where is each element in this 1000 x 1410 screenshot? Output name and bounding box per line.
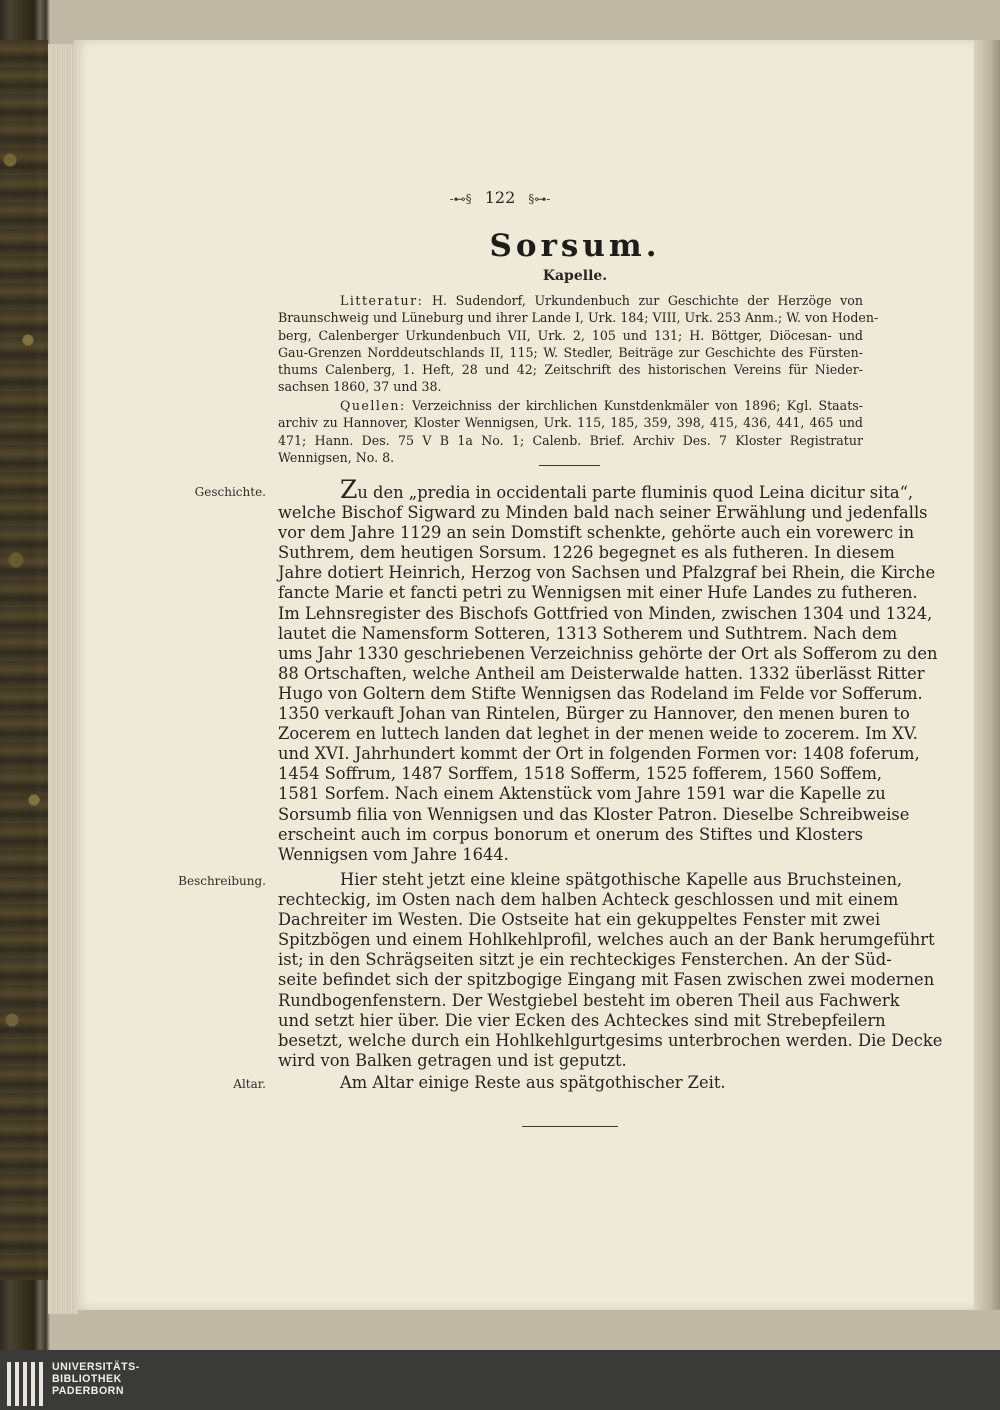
margin-label-beschreibung: Beschreibung. bbox=[178, 874, 266, 888]
literatur-line: berg, Calenberger Urkundenbuch VII, Urk. 2, 105 und 131; H. Böttger, Diöcesan- und bbox=[278, 327, 863, 343]
literatur-line: Litteratur: H. Sudendorf, Urkundenbuch zur Geschichte der Herzöge von bbox=[340, 293, 863, 308]
quellen-paragraph bbox=[278, 397, 863, 466]
geschichte-line: lautet die Namensform Sotteren, 1313 Sotherem und Suthtrem. Nach dem bbox=[278, 623, 898, 643]
altar-paragraph bbox=[278, 1073, 863, 1093]
geschichte-line: Im Lehnsregister des Bischofs Gottfried von Minden, zwischen 1304 und 1324, bbox=[278, 603, 933, 623]
quellen-lead: Quellen: bbox=[340, 398, 406, 413]
margin-label-geschichte: Geschichte. bbox=[194, 485, 266, 499]
library-line-1: UNIVERSITÄTS- bbox=[52, 1361, 140, 1373]
geschichte-line: erscheint auch im corpus bonorum et onerum des Stiftes und Klosters bbox=[278, 824, 863, 844]
altar-line: Am Altar einige Reste aus spätgothischer Zeit. bbox=[340, 1073, 726, 1092]
geschichte-paragraph bbox=[278, 475, 938, 865]
quellen-line: Wennigsen, No. 8. bbox=[278, 449, 395, 465]
geschichte-line: 1350 verkauft Johan van Rintelen, Bürger zu Hannover, den menen buren to bbox=[278, 704, 910, 724]
beschreibung-line: ist; in den Schrägseiten sitzt je ein rechteckiges Fensterchen. An der Süd- bbox=[278, 950, 892, 970]
ornament-right: §⊶- bbox=[528, 192, 551, 206]
beschreibung-line: wird von Balken getragen und ist geputzt. bbox=[278, 1050, 627, 1070]
literatur-line: Gau-Grenzen Norddeutschlands II, 115; W. Stedler, Beiträge zur Geschichte des Fürsten- bbox=[278, 344, 863, 360]
ornament-left: -⊷§ bbox=[449, 192, 472, 206]
page-number bbox=[430, 188, 570, 207]
library-logo-text bbox=[52, 1361, 192, 1397]
geschichte-line: Zu den „predia in occidentali parte fluminis quod Leina dicitur sita“, bbox=[340, 475, 914, 504]
beschreibung-paragraph bbox=[278, 870, 943, 1071]
literatur-line: thums Calenberg, 1. Heft, 28 und 42; Zeitschrift des historischen Vereins für Nieder- bbox=[278, 362, 863, 378]
geschichte-line: vor dem Jahre 1129 an sein Domstift schenkte, gehörte auch ein vorewerc in bbox=[278, 523, 915, 543]
beschreibung-line: und setzt hier über. Die vier Ecken des Achteckes sind mit Strebepfeilern bbox=[278, 1010, 886, 1030]
geschichte-line: ums Jahr 1330 geschriebenen Verzeichniss gehörte der Ort als Sofferom zu den bbox=[278, 643, 938, 663]
library-line-3: PADERBORN bbox=[52, 1385, 124, 1397]
page-number-value: 122 bbox=[484, 188, 516, 207]
section-divider bbox=[539, 465, 600, 466]
beschreibung-line: seite befindet sich der spitzbogige Eingang mit Fasen zwischen zwei modernen bbox=[278, 970, 935, 990]
geschichte-line: 1454 Soffrum, 1487 Sorffem, 1518 Sofferm, 1525 fofferem, 1560 Soffem, bbox=[278, 764, 883, 784]
page-subtitle: Kapelle. bbox=[542, 268, 608, 284]
literatur-paragraph bbox=[278, 292, 879, 396]
marbled-cover-edge bbox=[0, 40, 48, 1280]
geschichte-line: 88 Ortschaften, welche Antheil am Deisterwalde hatten. 1332 überlässt Ritter bbox=[278, 663, 925, 683]
literatur-lead: Litteratur: bbox=[340, 293, 424, 308]
geschichte-line: Sorsumb filia von Wennigsen und das Kloster Patron. Dieselbe Schreibweise bbox=[278, 804, 910, 824]
dropcap: Z bbox=[340, 475, 358, 504]
page-title: Sorsum. bbox=[489, 228, 661, 264]
margin-label-altar: Altar. bbox=[233, 1077, 266, 1091]
geschichte-line: und XVI. Jahrhundert kommt der Ort in folgenden Formen vor: 1408 foferum, bbox=[278, 744, 920, 764]
quellen-line: Quellen: Verzeichniss der kirchlichen Kunstdenkmäler von 1896; Kgl. Staats- bbox=[340, 398, 863, 413]
geschichte-line: 1581 Sorfem. Nach einem Aktenstück vom Jahre 1591 war die Kapelle zu bbox=[278, 784, 886, 804]
library-line-2: BIBLIOTHEK bbox=[52, 1373, 122, 1385]
quellen-line: 471; Hann. Des. 75 V B 1a No. 1; Calenb. Brief. Archiv Des. 7 Kloster Registratur bbox=[278, 432, 863, 448]
beschreibung-line: rechteckig, im Osten nach dem halben Achteck geschlossen und mit einem bbox=[278, 890, 899, 910]
library-logo-icon bbox=[7, 1362, 47, 1406]
quellen-line: archiv zu Hannover, Kloster Wennigsen, Urk. 115, 185, 359, 398, 415, 436, 441, 465 und bbox=[278, 415, 863, 431]
beschreibung-line: Rundbogenfenstern. Der Westgiebel besteht im oberen Theil aus Fachwerk bbox=[278, 990, 900, 1010]
geschichte-line: Zocerem en luttech landen dat leghet in der menen weide to zocerem. Im XV. bbox=[278, 724, 918, 744]
beschreibung-line: Dachreiter im Westen. Die Ostseite hat ein gekuppeltes Fenster mit zwei bbox=[278, 910, 881, 930]
end-divider bbox=[522, 1126, 618, 1127]
geschichte-line: Suthrem, dem heutigen Sorsum. 1226 begegnet es als futheren. In diesem bbox=[278, 543, 895, 563]
geschichte-line: fancte Marie et fancti petri zu Wennigsen mit einer Hufe Landes zu futheren. bbox=[278, 583, 918, 603]
beschreibung-line: besetzt, welche durch ein Hohlkehlgurtgesims unterbrochen werden. Die Decke bbox=[278, 1030, 943, 1050]
geschichte-line: Hugo von Goltern dem Stifte Wennigsen das Rodeland im Felde vor Sofferum. bbox=[278, 683, 923, 703]
geschichte-line: Wennigsen vom Jahre 1644. bbox=[278, 844, 509, 864]
beschreibung-line: Hier steht jetzt eine kleine spätgothische Kapelle aus Bruchsteinen, bbox=[340, 870, 903, 889]
page-gutter bbox=[974, 40, 1000, 1310]
literatur-line: sachsen 1860, 37 und 38. bbox=[278, 379, 442, 395]
geschichte-line: welche Bischof Sigward zu Minden bald nach seiner Erwählung und jedenfalls bbox=[278, 503, 928, 523]
beschreibung-line: Spitzbögen und einem Hohlkehlprofil, welches auch an der Bank herumgeführt bbox=[278, 930, 935, 950]
geschichte-line: Jahre dotiert Heinrich, Herzog von Sachsen und Pfalzgraf bei Rhein, die Kirche bbox=[278, 563, 936, 583]
literatur-line: Braunschweig und Lüneburg und ihrer Lande I, Urk. 184; VIII, Urk. 253 Anm.; W. von Hoden- bbox=[278, 310, 879, 326]
